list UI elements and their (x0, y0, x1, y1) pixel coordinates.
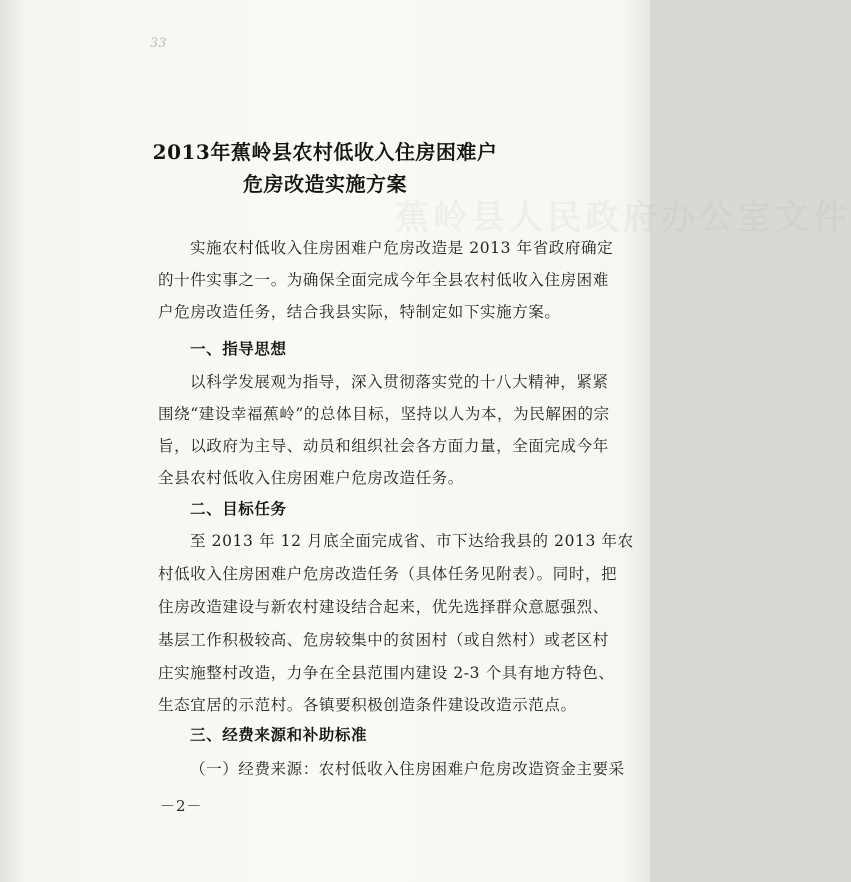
page-number: －2－ (160, 797, 203, 815)
intro-line: 户危房改造任务，结合我县实际，特制定如下实施方案。 (158, 303, 561, 321)
section-2-line: 住房改造建设与新农村建设结合起来，优先选择群众意愿强烈、 (158, 598, 609, 616)
bleed-through-text: 蕉岭县人民政府办公室文件 (395, 198, 851, 238)
intro-line: 实施农村低收入住房困难户危房改造是 2013 年省政府确定 (190, 239, 614, 257)
section-2-line: 基层工作积极较高、危房较集中的贫困村（或自然村）或老区村 (158, 631, 609, 649)
section-1-line: 以科学发展观为指导，深入贯彻落实党的十八大精神，紧紧 (190, 373, 609, 391)
section-2-line: 村低收入住房困难户危房改造任务（具体任务见附表）。同时，把 (158, 565, 618, 583)
section-1-line: 全县农村低收入住房困难户危房改造任务。 (158, 469, 464, 487)
corner-handwritten-mark: 33 (150, 36, 167, 51)
document-title-line-1: 2013年蕉岭县农村低收入住房困难户 (152, 140, 498, 164)
section-1-line: 围绕“建设幸福蕉岭”的总体目标，坚持以人为本，为民解困的宗 (158, 405, 610, 423)
section-3-line: （一）经费来源：农村低收入住房困难户危房改造资金主要采 (190, 760, 625, 778)
document-title-line-2: 危房改造实施方案 (243, 172, 407, 196)
section-1-line: 旨，以政府为主导、动员和组织社会各方面力量，全面完成今年 (158, 437, 609, 455)
section-2-line: 庄实施整村改造，力争在全县范围内建设 2-3 个具有地方特色、 (158, 664, 615, 682)
section-1-heading: 一、指导思想 (190, 339, 287, 358)
section-2-heading: 二、目标任务 (190, 499, 287, 518)
intro-line: 的十件实事之一。为确保全面完成今年全县农村低收入住房困难 (158, 271, 609, 289)
section-2-line: 生态宜居的示范村。各镇要积极创造条件建设改造示范点。 (158, 696, 577, 714)
section-3-heading: 三、经费来源和补助标准 (190, 725, 368, 744)
section-2-line: 至 2013 年 12 月底全面完成省、市下达给我县的 2013 年农 (190, 532, 634, 550)
